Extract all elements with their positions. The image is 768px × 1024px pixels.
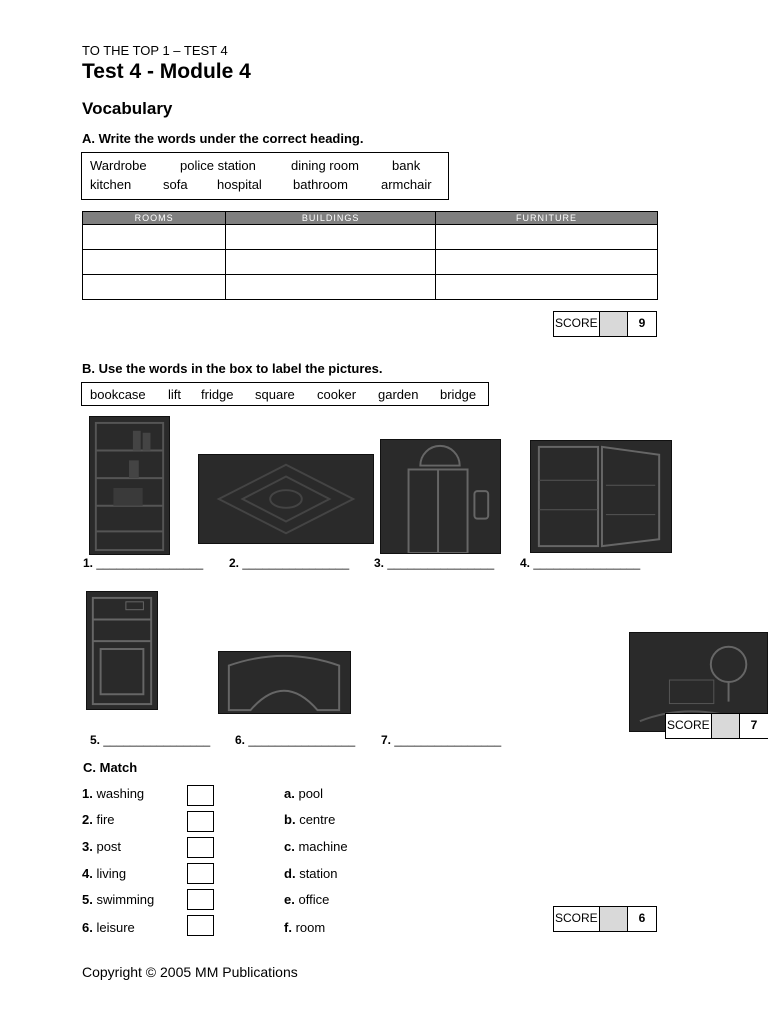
item-number: 4. (82, 866, 93, 881)
blank-line: ________________ (394, 733, 502, 747)
item-letter: c. (284, 839, 295, 854)
score-value: 9 (638, 316, 646, 330)
score-label: SCORE (554, 907, 600, 931)
item-word: fire (96, 812, 115, 827)
match-left-item-2 (82, 812, 115, 827)
item-word: machine (298, 839, 348, 854)
lift-picture (380, 439, 501, 554)
item-number: 1. (82, 786, 93, 801)
item-letter: d. (284, 866, 296, 881)
score-value: 7 (750, 718, 758, 732)
item-word: office (298, 892, 330, 907)
score-input[interactable] (600, 907, 628, 931)
match-answer-box[interactable] (187, 785, 214, 806)
fridge-picture (530, 440, 672, 553)
match-answer-box[interactable] (187, 811, 214, 832)
bookcase-picture (89, 416, 170, 555)
answer-cell[interactable] (226, 275, 436, 300)
score-box-b (665, 713, 768, 739)
label-blank-7[interactable] (381, 733, 501, 747)
heading-rooms: ROOMS (83, 212, 226, 225)
item-number: 5. (82, 892, 93, 907)
item-word: leisure (96, 920, 135, 935)
answer-cell[interactable] (226, 225, 436, 250)
label-number: 6. (235, 733, 246, 747)
item-word: centre (299, 812, 336, 827)
label-blank-1[interactable] (83, 556, 203, 570)
score-label: SCORE (666, 714, 712, 738)
item-number: 6. (82, 920, 93, 935)
match-answer-box[interactable] (187, 889, 214, 910)
answer-cell[interactable] (435, 275, 657, 300)
word: fridge (201, 387, 234, 402)
score-label: SCORE (554, 312, 600, 336)
word: hospital (217, 177, 262, 192)
square-picture (198, 454, 374, 544)
match-answer-box[interactable] (187, 915, 214, 936)
item-word: pool (298, 786, 324, 801)
item-word: swimming (96, 892, 155, 907)
score-box-c (553, 906, 657, 932)
label-number: 4. (520, 556, 531, 570)
match-right-item-c (284, 839, 348, 854)
blank-line: ________________ (103, 733, 211, 747)
item-word: living (96, 866, 127, 881)
heading-buildings: BUILDINGS (226, 212, 436, 225)
label-blank-5[interactable] (90, 733, 210, 747)
bridge-picture (218, 651, 351, 714)
match-answer-box[interactable] (187, 863, 214, 884)
item-letter: b. (284, 812, 296, 827)
match-left-item-1 (82, 786, 144, 801)
part-a-instruction: A. Write the words under the correct heading. (82, 131, 364, 146)
copyright: Copyright © 2005 MM Publications (82, 964, 298, 980)
word: bookcase (90, 387, 146, 402)
word: sofa (163, 177, 188, 192)
word: cooker (317, 387, 357, 402)
word: square (255, 387, 295, 402)
blank-line: ________________ (533, 556, 641, 570)
section-title: Vocabulary (82, 99, 173, 118)
word: lift (168, 387, 181, 402)
test-header: TO THE TOP 1 – TEST 4 (82, 43, 228, 58)
word: bathroom (293, 177, 348, 192)
match-right-item-e (284, 892, 329, 907)
part-c-instruction: C. Match (83, 760, 138, 775)
word: garden (378, 387, 419, 402)
heading-furniture: FURNITURE (435, 212, 657, 225)
part-a-word-box (81, 152, 449, 200)
label-blank-2[interactable] (229, 556, 349, 570)
item-word: washing (96, 786, 145, 801)
word: Wardrobe (90, 158, 147, 173)
item-number: 3. (82, 839, 93, 854)
match-right-item-a (284, 786, 323, 801)
cooker-picture (86, 591, 158, 710)
part-b-instruction: B. Use the words in the box to label the pictures. (82, 361, 383, 376)
item-number: 2. (82, 812, 93, 827)
heading-table (82, 211, 658, 300)
item-word: station (299, 866, 338, 881)
answer-cell[interactable] (83, 250, 226, 275)
answer-cell[interactable] (226, 250, 436, 275)
label-blank-6[interactable] (235, 733, 355, 747)
item-word: room (295, 920, 326, 935)
match-left-item-6 (82, 920, 135, 935)
item-letter: e. (284, 892, 295, 907)
label-blank-4[interactable] (520, 556, 640, 570)
score-input[interactable] (712, 714, 740, 738)
match-right-item-b (284, 812, 335, 827)
word: police station (180, 158, 256, 173)
item-word: post (96, 839, 122, 854)
answer-cell[interactable] (435, 225, 657, 250)
word: dining room (291, 158, 359, 173)
score-box-a (553, 311, 657, 337)
label-blank-3[interactable] (374, 556, 494, 570)
label-number: 2. (229, 556, 240, 570)
word: bridge (440, 387, 477, 402)
item-letter: a. (284, 786, 295, 801)
match-right-item-f (284, 920, 325, 935)
word: bank (392, 158, 421, 173)
part-b-word-box (81, 382, 489, 406)
page-title: Test 4 - Module 4 (82, 60, 251, 83)
match-answer-box[interactable] (187, 837, 214, 858)
match-right-item-d (284, 866, 338, 881)
blank-line: ________________ (96, 556, 204, 570)
match-left-item-5 (82, 892, 154, 907)
blank-line: ________________ (387, 556, 495, 570)
label-number: 7. (381, 733, 392, 747)
blank-line: ________________ (248, 733, 356, 747)
label-number: 3. (374, 556, 385, 570)
match-left-item-3 (82, 839, 121, 854)
score-input[interactable] (600, 312, 628, 336)
word: armchair (381, 177, 432, 192)
match-left-item-4 (82, 866, 126, 881)
blank-line: ________________ (242, 556, 350, 570)
label-number: 1. (83, 556, 94, 570)
answer-cell[interactable] (435, 250, 657, 275)
answer-cell[interactable] (83, 225, 226, 250)
score-value: 6 (638, 911, 646, 925)
word: kitchen (90, 177, 132, 192)
label-number: 5. (90, 733, 101, 747)
item-letter: f. (284, 920, 292, 935)
answer-cell[interactable] (83, 275, 226, 300)
